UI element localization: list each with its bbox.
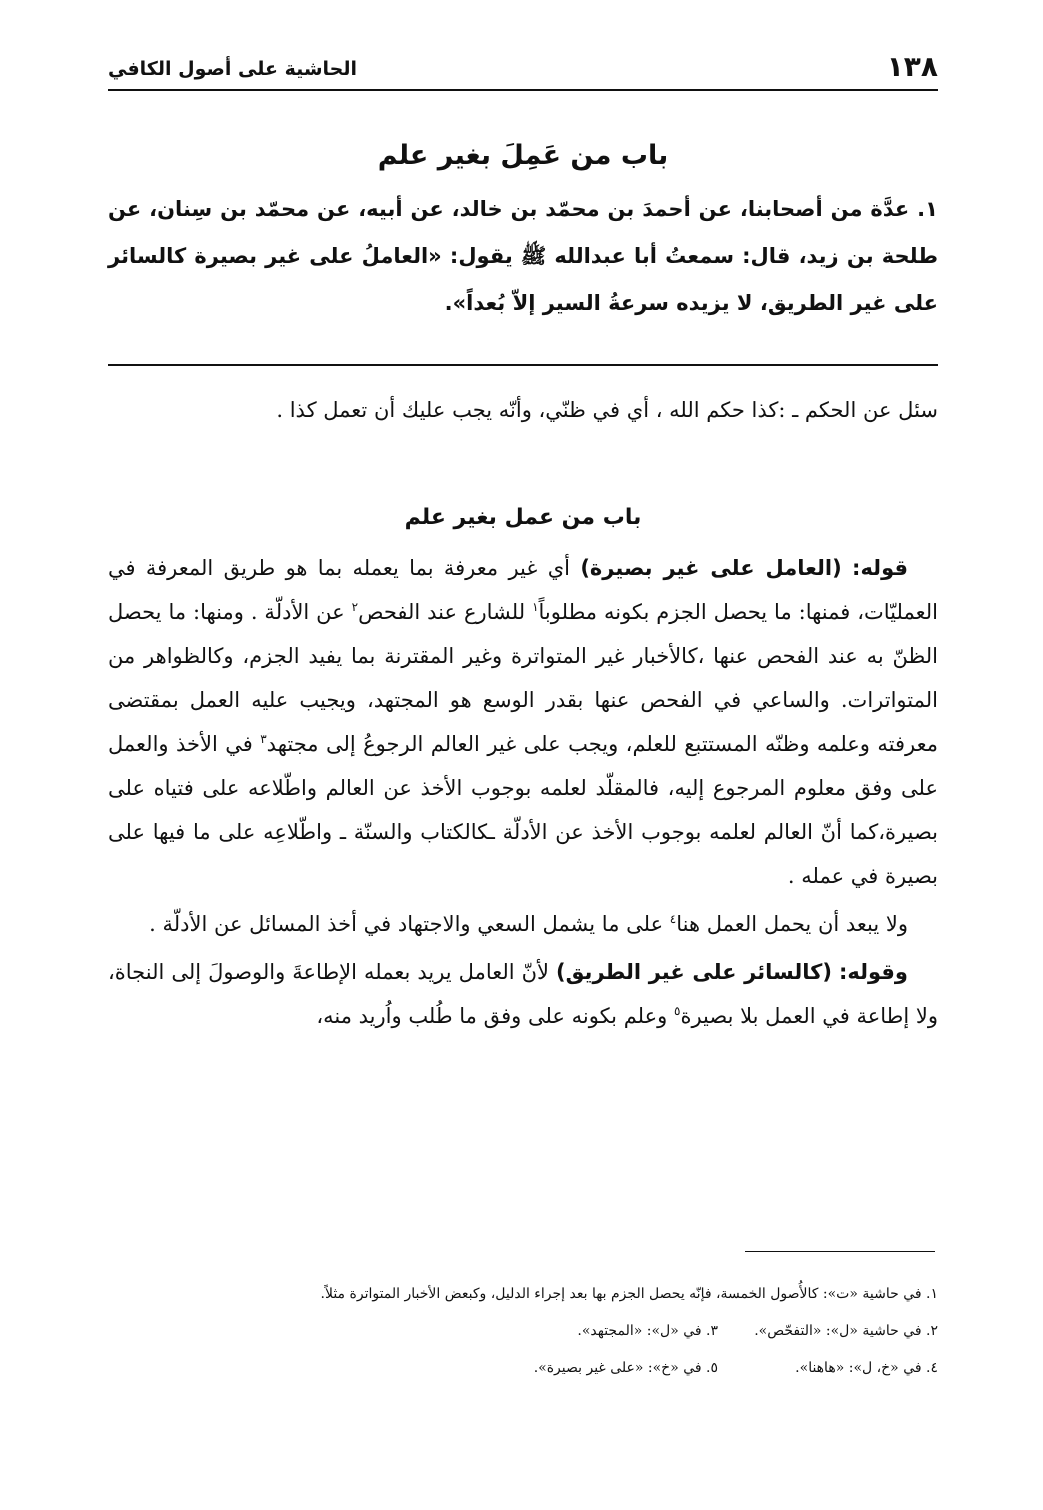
- commentary-text: ولا يبعد أن يحمل العمل هنا: [676, 912, 908, 936]
- commentary-text: على ما يشمل السعي والاجتهاد في أخذ المسائل عن الأدلّة .: [149, 912, 664, 936]
- footnote-ref-5: ٥: [674, 1004, 681, 1018]
- footnote-4: ٤. في «خ، ل»: «هاهنا».: [795, 1360, 938, 1376]
- footnote-3: ٣. في «ل»: «المجتهد».: [577, 1323, 718, 1339]
- lemma-label: وقوله:: [838, 960, 908, 984]
- footnote-ref-3: ٣: [260, 732, 267, 746]
- commentary-text: في الأخذ والعمل على وفق معلوم المرجوع إليه، فالمقلّد لعلمه بوجوب الأخذ عن العالم واطّلاعه على فتياه على بصيرة،كما أنّ العالم لعلمه بوجوب الأخذ عن الأدلّة ـكالكتاب والسنّة ـ واطّلاعِه على ما فيها على بصيرة في عمله .: [108, 732, 938, 888]
- chapter-title: باب من عَمِلَ بغير علم: [377, 140, 669, 171]
- footnote-ref-4: ٤: [669, 912, 677, 926]
- footnote-row: [108, 1313, 938, 1350]
- commentary-paragraph-2: [108, 902, 938, 946]
- commentary-title: باب من عمل بغير علم: [404, 505, 642, 530]
- footnotes: [108, 1276, 938, 1387]
- book-title: الحاشية على أصول الكافي: [108, 58, 358, 80]
- page-number: ١٣٨: [886, 50, 938, 83]
- commentary-text: أي غير معرفة بما يعمله بما هو طريق المعرفة في العمليّات، فمنها: ما يحصل الجزم بكونه مطلوباً: [108, 556, 938, 624]
- section-rule: [108, 364, 938, 366]
- commentary-text: عن الأدلّة . ومنها: ما يحصل الظنّ به عند الفحص عنها ،كالأخبار غير المتواترة وغير المقترنة بما يفيد الجزم، وكالظواهر من المتواترات. والساعي في الفحص عنها بقدر الوسع هو المجتهد، ويجيب عليه العمل بمقتضى معرفته وعلمه وظنّه المستتبع للعلم، ويجب على غير العالم الرجوعُ إلى مجتهد: [108, 600, 938, 756]
- footnote-5: ٥. في «خ»: «على غير بصيرة».: [533, 1360, 718, 1376]
- lemma-text: (العامل على غير بصيرة): [580, 556, 842, 580]
- hadith-text: ١. عدَّة من أصحابنا، عن أحمدَ بن محمّد بن خالد، عن أبيه، عن محمّد بن سِنان، عن طلحة بن زيد، قال: سمعتُ أبا عبدالله ﷺ يقول: «العاملُ على غير بصيرة كالسائر على غير الطريق، لا يزيده سرعةُ السير إلاّ بُعداً».: [108, 197, 938, 315]
- lemma-text: (كالسائر على غير الطريق): [556, 960, 832, 984]
- lemma-label: قوله:: [852, 556, 908, 580]
- commentary-paragraph-3: [108, 950, 938, 1038]
- commentary-text: لأنّ العامل يريد بعمله الإطاعةَ والوصولَ إلى النجاة، ولا إطاعة في العمل بلا بصيرة: [108, 960, 938, 1028]
- commentary-paragraph-1: [108, 546, 938, 898]
- footnote-1: ١. في حاشية «ت»: كالأُصول الخمسة، فإنّه يحصل الجزم بها بعد إجراء الدليل، وكبعض الأخبار المتواترة مثلاً.: [320, 1286, 938, 1302]
- running-head: [108, 44, 938, 84]
- footnote-ref-1: ١: [532, 600, 539, 614]
- commentary-text: وعلم بكونه على وفق ما طُلب واُريد منه،: [316, 1004, 668, 1028]
- footnote-ref-2: ٢: [351, 600, 359, 614]
- footnote-row: [108, 1350, 938, 1387]
- footnote-2: ٢. في حاشية «ل»: «التفحّص».: [754, 1323, 938, 1339]
- commentary-text: للشارع عند الفحص: [358, 600, 526, 624]
- header-rule: [108, 89, 938, 91]
- gloss-text: سئل عن الحكم ـ :كذا حكم الله ، أي في ظنّي، وأنّه يجب عليك أن تعمل كذا .: [276, 398, 938, 422]
- footnote-rule: [745, 1251, 935, 1252]
- commentary-body: [108, 546, 938, 1038]
